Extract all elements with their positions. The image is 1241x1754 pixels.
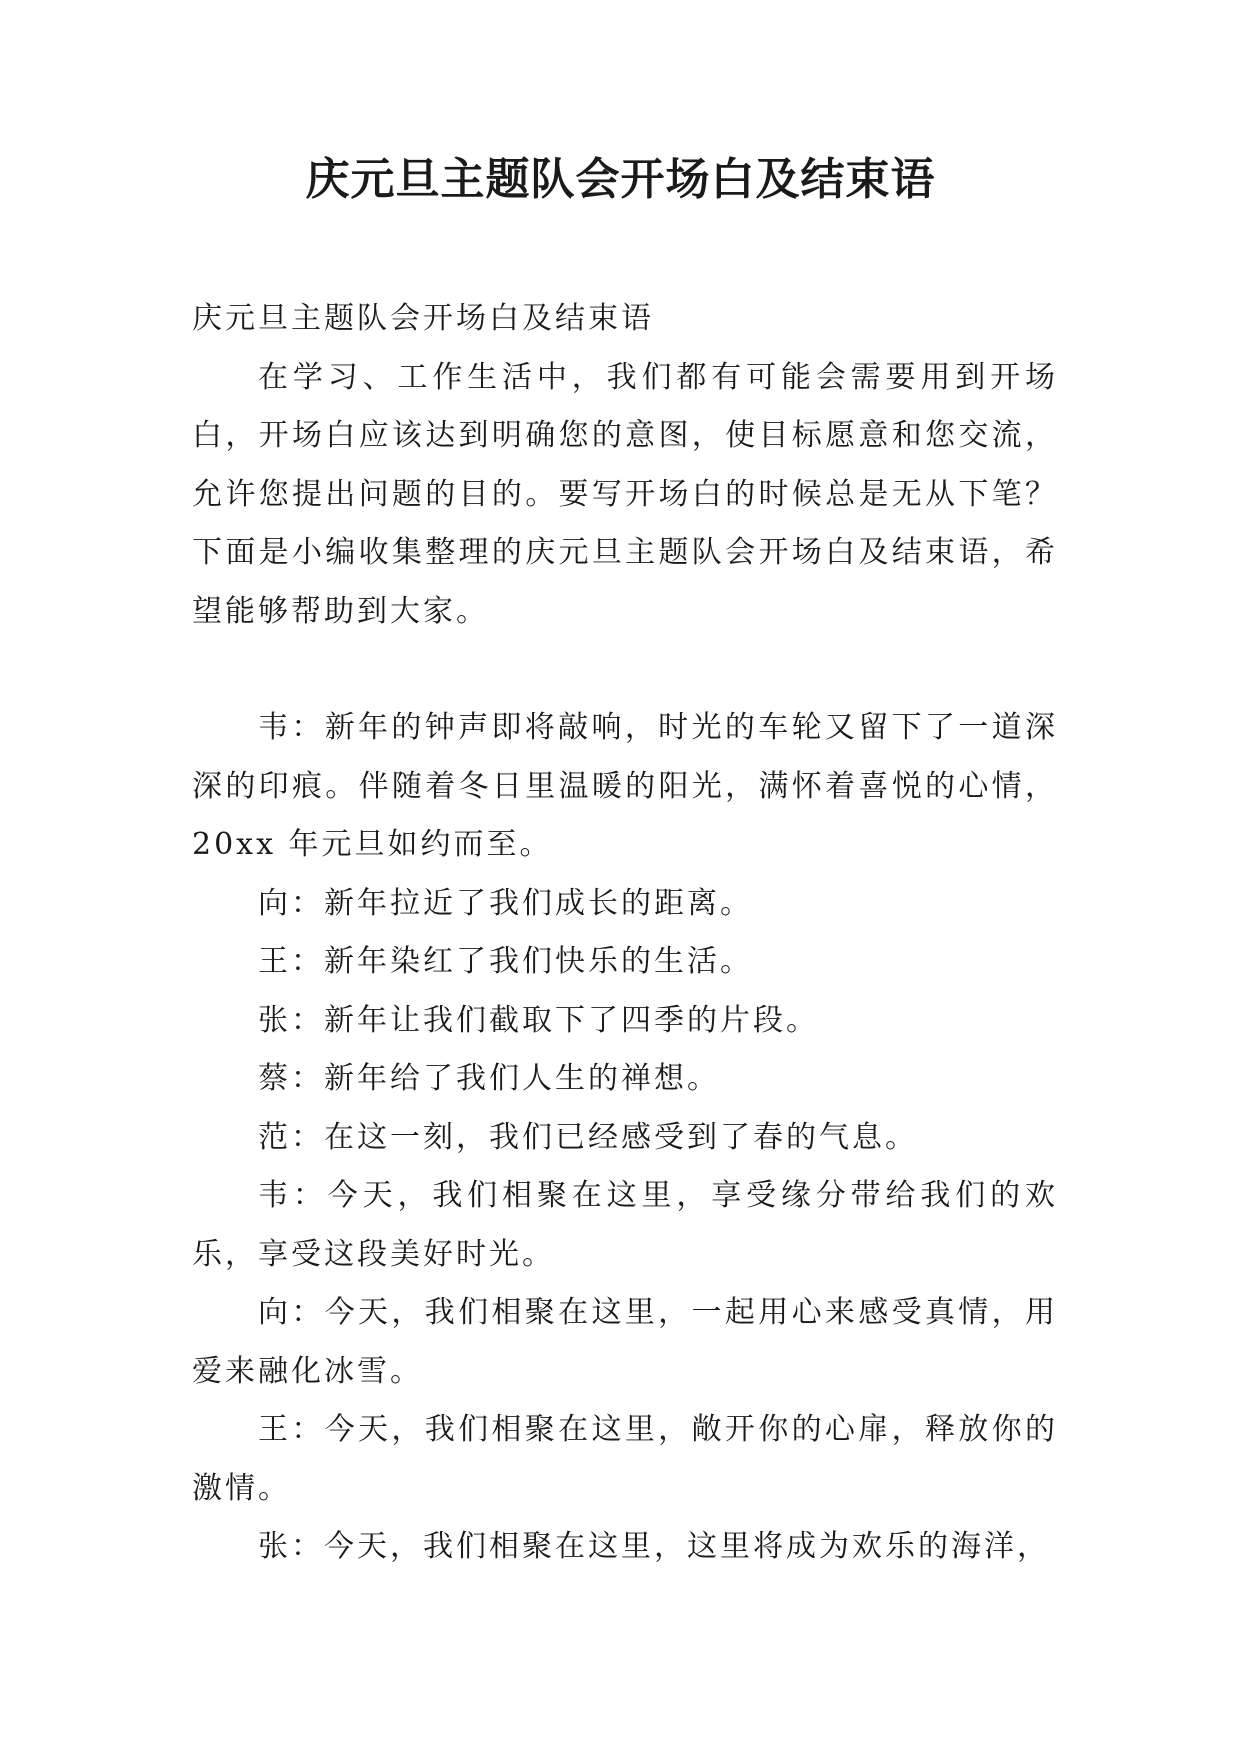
dialogue-paragraph: 王：新年染红了我们快乐的生活。 [258,944,753,979]
dialogue-paragraph: 韦：今天，我们相聚在这里，享受缘分带给我们的欢乐，享受这段美好时光。 [192,1178,1058,1272]
intro-paragraph: 在学习、工作生活中，我们都有可能会需要用到开场白，开场白应该达到明确您的意图，使目标愿意和您交流，允许您提出问题的目的。要写开场白的时候总是无从下笔？下面是小编收集整理的庆元旦主题队会开场白及结束语，希望能够帮助到大家。 [192,359,1058,629]
document-body [192,290,1058,1577]
dialogue-paragraph: 向：新年拉近了我们成长的距离。 [258,885,753,921]
dialogue-paragraph: 向：今天，我们相聚在这里，一起用心来感受真情，用爱来融化冰雪。 [192,1295,1058,1389]
document-title: 庆元旦主题队会开场白及结束语 [305,154,936,205]
dialogue-paragraph: 张：新年让我们截取下了四季的片段。 [258,1002,819,1038]
dialogue-paragraph: 韦：新年的钟声即将敲响，时光的车轮又留下了一道深深的印痕。伴随着冬日里温暖的阳光，满怀着喜悦的心情，20xx 年元旦如约而至。 [192,710,1058,862]
dialogue-paragraph: 蔡：新年给了我们人生的禅想。 [258,1061,720,1096]
dialogue-paragraph: 王：今天，我们相聚在这里，敞开你的心扉，释放你的激情。 [192,1412,1058,1506]
subtitle-paragraph: 庆元旦主题队会开场白及结束语 [192,301,654,336]
dialogue-paragraph: 张：今天，我们相聚在这里，这里将成为欢乐的海洋， [258,1529,1050,1564]
paragraph-spacer [192,641,1058,699]
dialogue-paragraph: 范：在这一刻，我们已经感受到了春的气息。 [258,1119,918,1155]
